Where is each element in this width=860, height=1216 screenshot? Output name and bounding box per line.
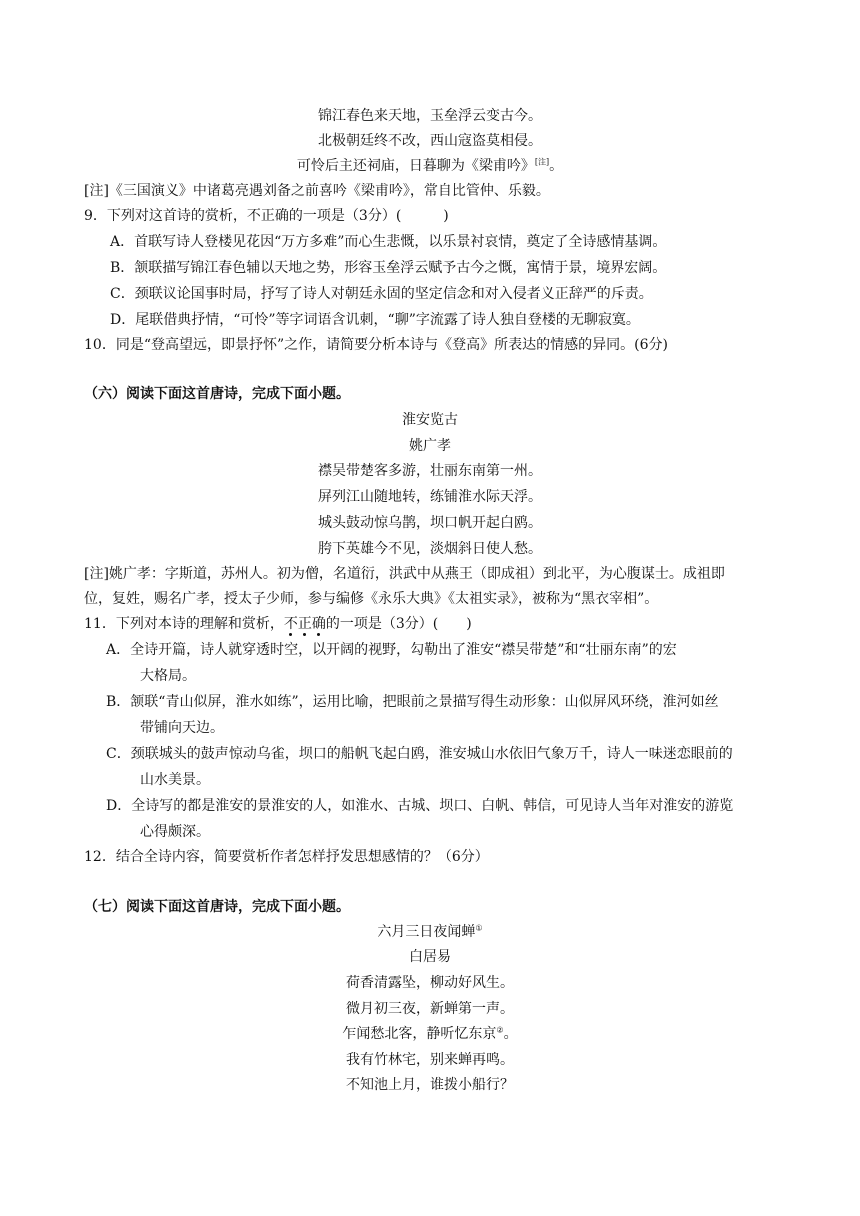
section7-poem-line-5: 不知池上月，谁拨小船行？ — [346, 1077, 514, 1093]
note-ref-mark: [注] — [534, 157, 550, 167]
q11-stem-pre: 11．下列对本诗的理解和赏析， — [84, 616, 284, 632]
poem1-line-2: 北极朝廷终不改，西山寇盗莫相侵。 — [318, 133, 542, 149]
q12-stem: 12．结合全诗内容，简要赏析作者怎样抒发思想感情的？（6分） — [84, 849, 489, 865]
poem1-line-3 — [0, 156, 860, 176]
section7-poem-line-1: 荷香清露坠，柳动好风生。 — [346, 975, 514, 991]
q11-option-a: A．全诗开篇，诗人就穿透时空，以开阔的视野，勾勒出了淮安“襟吴带楚”和“壮丽东南”的宏 — [106, 642, 677, 658]
q11-option-b: B．颔联“青山似屏，淮水如练”，运用比喻，把眼前之景描写得生动形象：山似屏风环绕，淮河如丝 — [106, 694, 719, 710]
emphasis-char: 正 — [297, 616, 312, 632]
poem1-line-1: 锦江春色来天地，玉垒浮云变古今。 — [318, 108, 542, 124]
poem1-line-3-punct: 。 — [549, 158, 564, 174]
footnote-mark-2: ② — [496, 1025, 504, 1035]
q9-stem: 9．下列对这首诗的赏析，不正确的一项是（3分）( ) — [84, 208, 449, 224]
section7-poem-line-3-punct: 。 — [503, 1026, 518, 1042]
section6-note-line-2: 位，复姓，赐名广孝，授太子少师，参与编修《永乐大典》《太祖实录》，被称为“黑衣宰相”。 — [84, 591, 659, 607]
q11-option-c: C．颈联城头的鼓声惊动乌雀，坝口的船帆飞起白鸥，淮安城山水依旧气象万千，诗人一味迷恋眼前的 — [106, 746, 733, 762]
section6-poem-line-3: 城头鼓动惊乌鹊，坝口帆开起白鸥。 — [318, 515, 542, 531]
q9-option-a: A．首联写诗人登楼见花因“万方多难”而心生悲慨，以乐景衬哀情，奠定了全诗感情基调。 — [110, 234, 667, 250]
footnote-mark-1: ① — [475, 923, 483, 933]
section6-poem-author: 姚广孝 — [409, 438, 451, 454]
section7-poem-line-3 — [0, 1024, 860, 1044]
section7-poem-line-4: 我有竹林宅，别来蝉再鸣。 — [346, 1052, 514, 1068]
q11-option-b-cont: 带铺向天边。 — [140, 720, 224, 736]
q11-stem — [84, 614, 472, 634]
section7-poem-line-2: 微月初三夜，新蝉第一声。 — [346, 1001, 514, 1017]
q11-option-d-cont: 心得颇深。 — [140, 824, 210, 840]
q11-option-d: D．全诗写的都是淮安的景淮安的人，如淮水、古城、坝口、白帆、韩信，可见诗人当年对淮安的游览 — [106, 798, 734, 814]
section6-poem-line-4: 胯下英雄今不见，淡烟斜日使人愁。 — [318, 541, 542, 557]
section6-poem-line-2: 屏列江山随地转，练铺淮水际天浮。 — [318, 489, 542, 505]
q9-option-d: D．尾联借典抒情，“可怜”等字词语含讥刺，“聊”字流露了诗人独自登楼的无聊寂寞。 — [110, 312, 640, 328]
q11-stem-post: 的一项是（3分）( ) — [325, 616, 472, 632]
poem1-line-3-text: 可怜后主还祠庙，日暮聊为《梁甫吟》 — [296, 158, 535, 174]
q9-option-c: C．颈联议论国事时局，抒写了诗人对朝廷永固的坚定信念和对入侵者义正辞严的斥责。 — [110, 286, 653, 302]
section7-poem-author: 白居易 — [409, 949, 451, 965]
emphasis-char: 不 — [283, 616, 298, 632]
q9-option-b: B．颔联描写锦江春色辅以天地之势，形容玉垒浮云赋予古今之慨，寓情于景，境界宏阔。 — [110, 260, 667, 276]
section7-poem-title — [0, 922, 860, 942]
section7-heading: （七）阅读下面这首唐诗，完成下面小题。 — [84, 899, 350, 915]
section6-heading: （六）阅读下面这首唐诗，完成下面小题。 — [84, 386, 350, 402]
section7-poem-line-3-text: 乍闻愁北客，静听忆东京 — [342, 1026, 497, 1042]
q11-option-c-cont: 山水美景。 — [140, 772, 210, 788]
section6-poem-title: 淮安览古 — [402, 412, 458, 428]
section7-poem-title-text: 六月三日夜闻蝉 — [377, 924, 476, 940]
poem1-note: [注]《三国演义》中诸葛亮遇刘备之前喜吟《梁甫吟》，常自比管仲、乐毅。 — [84, 183, 550, 199]
section6-note-line-1: [注]姚广孝：字斯道，苏州人。初为僧，名道衍，洪武中从燕王（即成祖）到北平，为心腹谋士。成祖即 — [84, 566, 725, 582]
emphasis-char: 确 — [311, 616, 326, 632]
section6-poem-line-1: 襟吴带楚客多游，壮丽东南第一州。 — [318, 463, 542, 479]
q10-stem: 10．同是“登高望远，即景抒怀”之作，请简要分析本诗与《登高》所表达的情感的异同。(6分) — [84, 337, 668, 353]
q11-option-a-cont: 大格局。 — [140, 668, 196, 684]
